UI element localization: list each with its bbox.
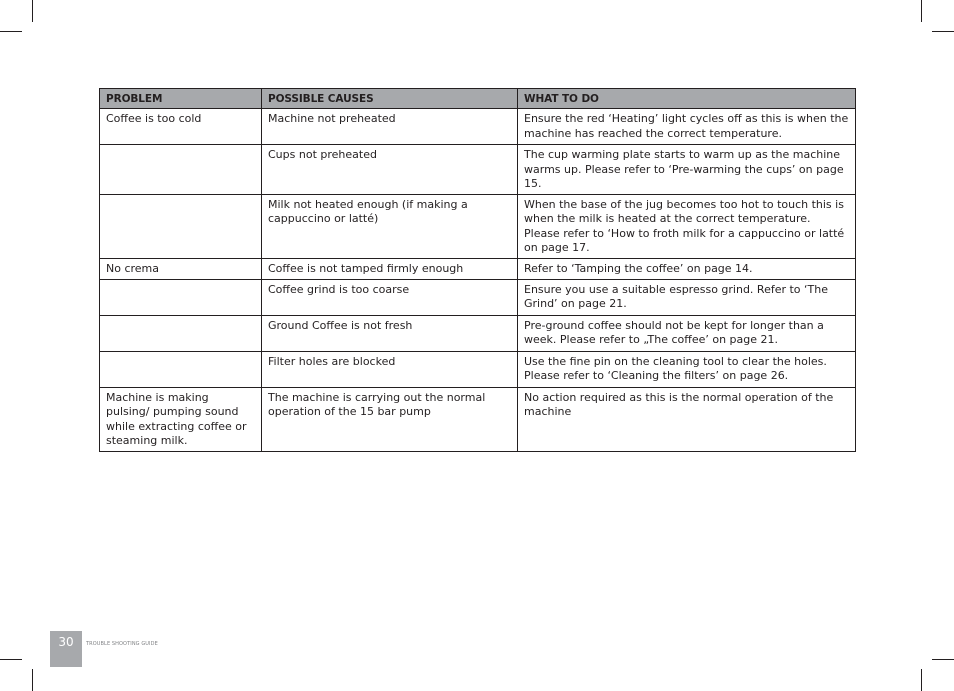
problem-cell xyxy=(100,194,262,258)
crop-mark xyxy=(32,0,33,22)
action-cell: Ensure you use a suitable espresso grind. Refer to ‘The Grind’ on page 21. xyxy=(518,279,856,315)
action-cell: Pre-ground coffee should not be kept for longer than a week. Please refer to „The coffee’ on page 21. xyxy=(518,315,856,351)
action-cell: Refer to ‘Tamping the coffee’ on page 14. xyxy=(518,258,856,279)
table-row xyxy=(100,315,856,351)
action-cell: No action required as this is the normal operation of the machine xyxy=(518,387,856,451)
page-number: 30 xyxy=(50,631,82,667)
action-cell: Use the fine pin on the cleaning tool to clear the holes. Please refer to ‘Cleaning the filters’ on page 26. xyxy=(518,351,856,387)
table-row xyxy=(100,387,856,451)
crop-mark xyxy=(932,31,954,32)
cause-cell: The machine is carrying out the normal operation of the 15 bar pump xyxy=(262,387,518,451)
cause-cell: Cups not preheated xyxy=(262,145,518,195)
cause-cell: Filter holes are blocked xyxy=(262,351,518,387)
crop-mark xyxy=(932,659,954,660)
crop-mark xyxy=(32,669,33,691)
table-row xyxy=(100,351,856,387)
cause-cell: Ground Coffee is not fresh xyxy=(262,315,518,351)
header-possible-causes: POSSIBLE CAUSES xyxy=(262,89,518,109)
table-header-row xyxy=(100,89,856,109)
problem-cell xyxy=(100,351,262,387)
problem-cell: Coffee is too cold xyxy=(100,109,262,145)
cause-cell: Machine not preheated xyxy=(262,109,518,145)
table-row xyxy=(100,145,856,195)
table-row xyxy=(100,258,856,279)
problem-cell xyxy=(100,279,262,315)
table-row xyxy=(100,279,856,315)
crop-mark xyxy=(0,659,22,660)
problem-cell xyxy=(100,315,262,351)
header-problem: PROBLEM xyxy=(100,89,262,109)
problem-cell: Machine is making pulsing/ pumping sound while extracting coffee or steaming milk. xyxy=(100,387,262,451)
action-cell: When the base of the jug becomes too hot to touch this is when the milk is heated at the correct temperature. Please refer to ‘How to froth milk for a cappuccino or latté on page 17. xyxy=(518,194,856,258)
cause-cell: Milk not heated enough (if making a cappuccino or latté) xyxy=(262,194,518,258)
problem-cell xyxy=(100,145,262,195)
crop-mark xyxy=(921,0,922,22)
problem-cell: No crema xyxy=(100,258,262,279)
troubleshooting-table xyxy=(99,88,856,452)
action-cell: Ensure the red ‘Heating’ light cycles off as this is when the machine has reached the correct temperature. xyxy=(518,109,856,145)
table-row xyxy=(100,194,856,258)
section-title: TROUBLE SHOOTING GUIDE xyxy=(86,641,158,647)
cause-cell: Coffee is not tamped firmly enough xyxy=(262,258,518,279)
crop-mark xyxy=(0,31,22,32)
cause-cell: Coffee grind is too coarse xyxy=(262,279,518,315)
action-cell: The cup warming plate starts to warm up as the machine warms up. Please refer to ‘Pre-warming the cups’ on page 15. xyxy=(518,145,856,195)
table-row xyxy=(100,109,856,145)
crop-mark xyxy=(921,669,922,691)
header-what-to-do: WHAT TO DO xyxy=(518,89,856,109)
